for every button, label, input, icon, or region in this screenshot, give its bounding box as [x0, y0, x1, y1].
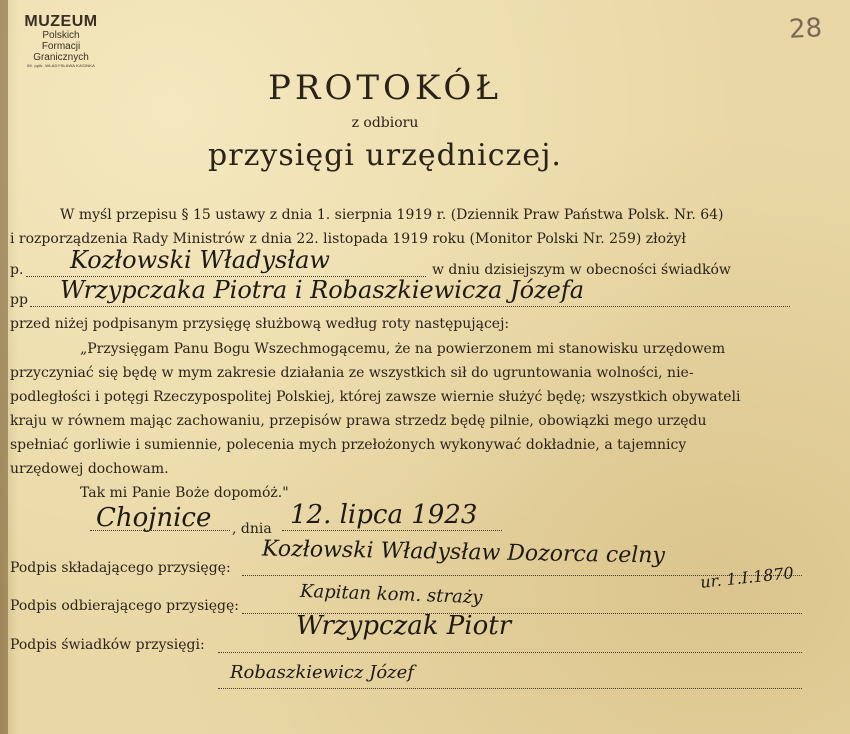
page-edge-shadow — [0, 0, 8, 734]
museum-logo — [18, 14, 104, 69]
document-title-2: przysięgi urzędniczej. — [208, 138, 562, 173]
date-field-line — [282, 530, 502, 531]
oath-line: spełniać gorliwie i sumiennie, polecenia mych przełożonych wykonywać dokładnie, a tajemnicy — [10, 437, 687, 453]
handwritten-signature-4: Robaszkiewicz Józef — [230, 662, 414, 683]
signature-line-3 — [218, 652, 802, 653]
handwritten-signature-3: Wrzypczak Piotr — [296, 611, 512, 641]
oath-line: Tak mi Panie Boże dopomóż." — [80, 485, 289, 501]
handwritten-place: Chojnice — [96, 503, 212, 533]
oath-line: „Przysięgam Panu Bogu Wszechmogącemu, że na powierzonem mi stanowisku urzędowem — [80, 341, 726, 357]
oath-line: kraju w równem mając zachowaniu, przepisów prawa strzedz będę pilnie, obowiązki mego urzędu — [10, 413, 707, 429]
page-number: 28 — [788, 13, 823, 45]
intro-line-2: i rozporządzenia Rady Ministrów z dnia 22. listopada 1919 roku (Monitor Polski Nr. 259) złożył — [10, 231, 686, 247]
p-label: p. — [10, 262, 24, 278]
handwritten-date: 12. lipca 1923 — [290, 500, 478, 530]
oath-line: przyczyniać się będę w mym zakresie działania ze wszystkich sił do ugruntowania wolności, nie- — [10, 365, 694, 381]
document-subtitle: z odbioru — [351, 115, 419, 131]
logo-line: IM. ppłk. WŁADYSŁAWA KASINKA — [27, 63, 95, 68]
signature-label-receiver: Podpis odbierającego przysięgę: — [10, 598, 239, 614]
signature-line-4 — [218, 688, 802, 689]
logo-line: Formacji — [41, 41, 81, 52]
logo-line: Polskich — [42, 30, 80, 41]
logo-line: Granicznych — [33, 52, 89, 63]
handwritten-signature-1: Kozłowski Władysław Dozorca celny — [261, 536, 666, 569]
handwritten-birth-note: ur. 1.I.1870 — [699, 563, 795, 592]
handwritten-witnesses: Wrzypczaka Piotra i Robaszkiewicza Józefa — [60, 276, 585, 304]
oath-line: urzędowej dochowam. — [10, 461, 169, 477]
oath-line: podległości i potęgi Rzeczypospolitej Polskiej, której zawsze wiernie służyć będę; wszystkich obywateli — [10, 389, 741, 405]
handwritten-signature-2: Kapitan kom. straży — [299, 580, 483, 609]
pp-label: pp — [10, 292, 28, 308]
handwritten-name: Kozłowski Władysław — [70, 246, 330, 274]
intro-line-3: w dniu dzisiejszym w obecności świadków — [432, 262, 731, 278]
document-title: PROTOKÓŁ — [267, 68, 502, 108]
intro-line-4: przed niżej podpisanym przysięgę służbową według roty następującej: — [10, 316, 510, 332]
signature-label-oath-taker: Podpis składającego przysięgę: — [10, 560, 231, 576]
dnia-label: , dnia — [232, 521, 272, 537]
intro-line-1: W myśl przepisu § 15 ustawy z dnia 1. sierpnia 1919 r. (Dziennik Praw Państwa Polsk. Nr. 64) — [60, 207, 724, 223]
signature-label-witnesses: Podpis świadków przysięgi: — [10, 637, 205, 653]
logo-line: MUZEUM — [24, 13, 98, 30]
witnesses-field-line — [30, 306, 790, 307]
